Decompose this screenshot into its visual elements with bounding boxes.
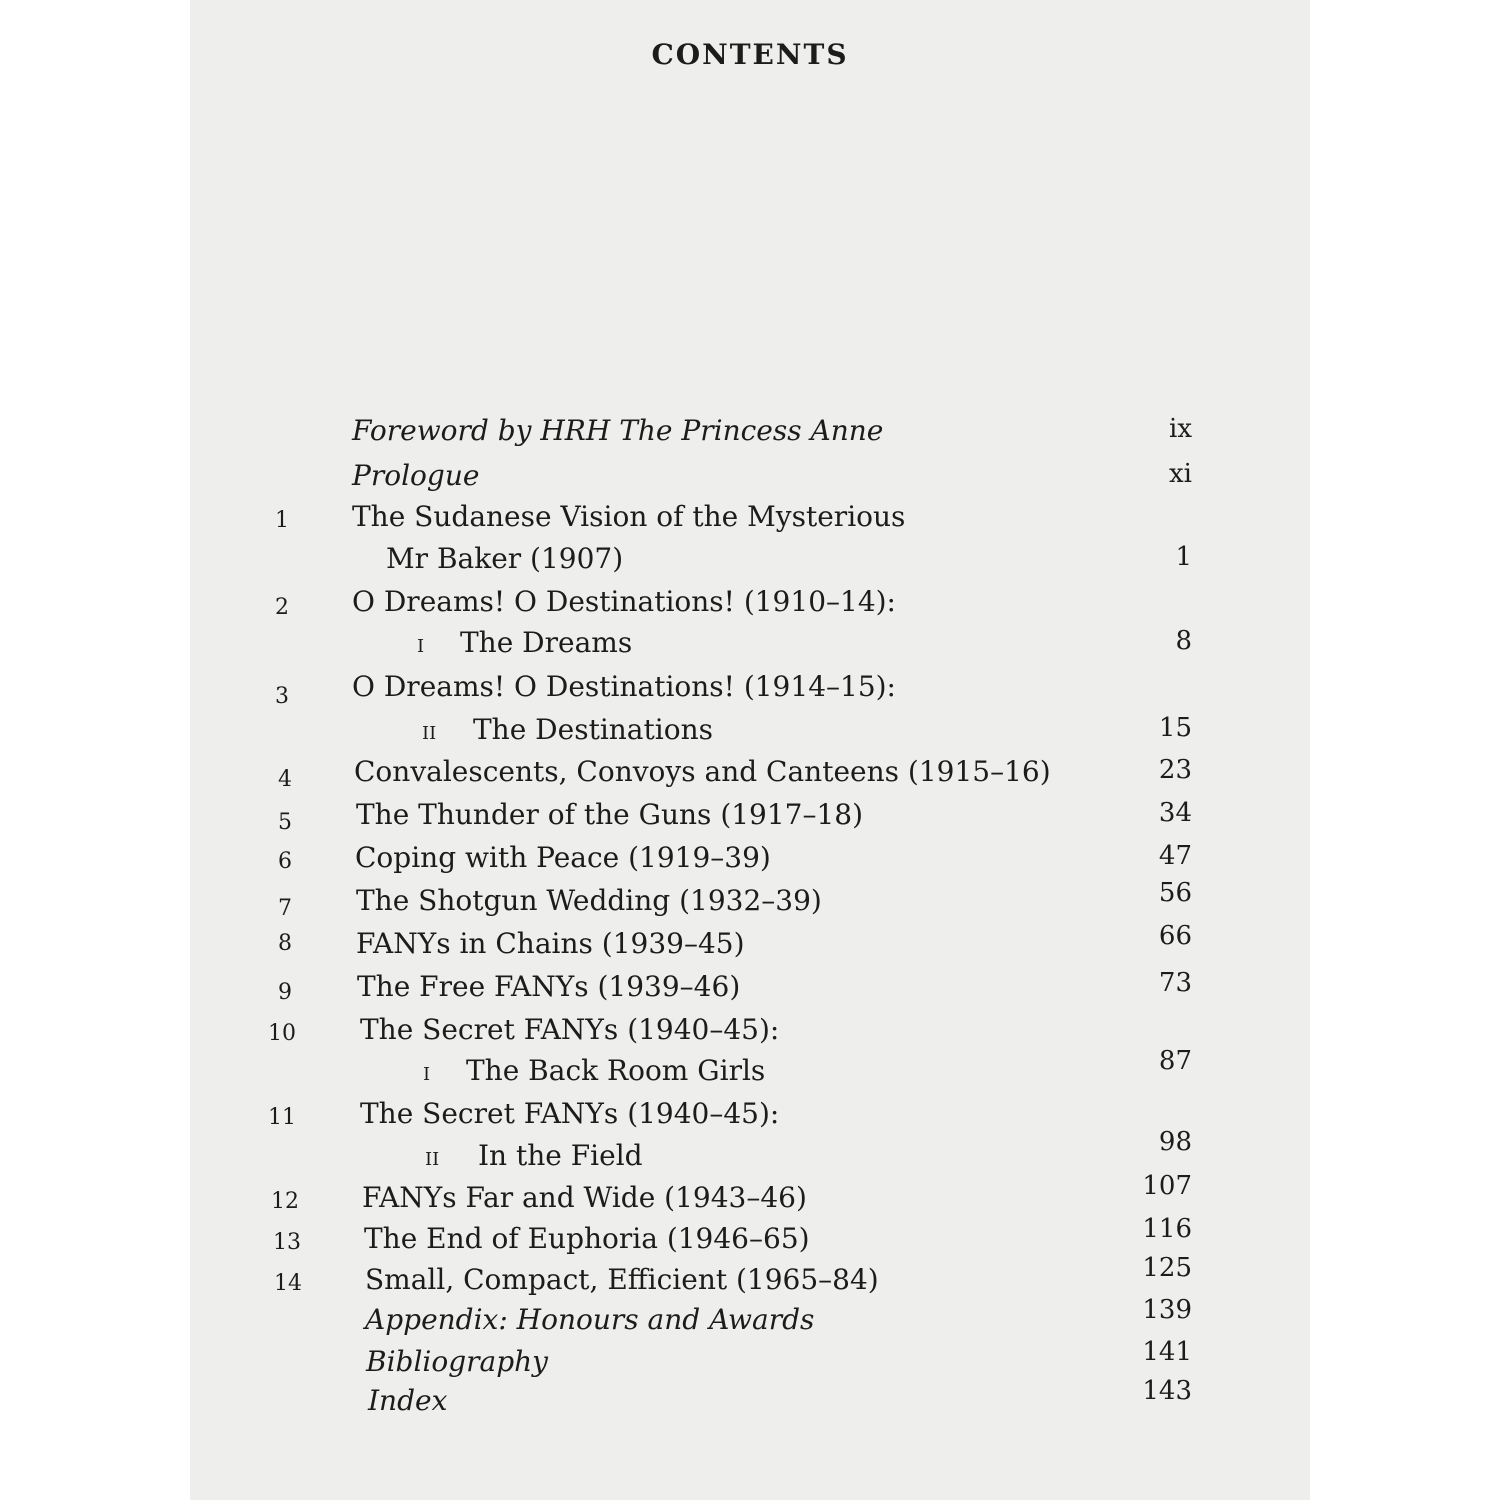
toc-title: Foreword by HRH The Princess Anne xyxy=(352,414,884,447)
toc-part-number: II xyxy=(425,1149,440,1170)
toc-row-8 xyxy=(190,921,1310,967)
toc-title: The Thunder of the Guns (1917–18) xyxy=(356,798,864,831)
toc-page: 141 xyxy=(1142,1337,1192,1367)
toc-page: 34 xyxy=(1158,798,1192,828)
book-page xyxy=(190,0,1310,1500)
toc-page: 139 xyxy=(1142,1295,1192,1325)
toc-page: 116 xyxy=(1142,1214,1192,1244)
toc-title: Convalescents, Convoys and Canteens (1915–16) xyxy=(354,755,1051,788)
toc-page: 66 xyxy=(1158,921,1192,951)
toc-row-6 xyxy=(190,841,1310,881)
toc-title: Prologue xyxy=(352,459,480,492)
toc-page: 98 xyxy=(1158,1127,1192,1157)
toc-page: 23 xyxy=(1158,755,1192,785)
toc-chapter-number: 9 xyxy=(278,980,292,1005)
toc-row-index xyxy=(190,1376,1310,1424)
toc-chapter-number: 5 xyxy=(278,810,292,835)
toc-subtitle: The Back Room Girls xyxy=(466,1054,766,1087)
toc-chapter-number: 10 xyxy=(268,1021,296,1046)
page-title: CONTENTS xyxy=(651,38,849,71)
toc-title: The Shotgun Wedding (1932–39) xyxy=(356,884,822,917)
toc-chapter-number: 8 xyxy=(278,931,292,956)
toc-chapter-number: 2 xyxy=(275,595,289,620)
toc-row-4 xyxy=(190,755,1310,795)
toc-row-10 xyxy=(190,1013,1310,1053)
toc-row-3 xyxy=(190,670,1310,710)
toc-row-2 xyxy=(190,585,1310,625)
toc-title: Index xyxy=(368,1384,448,1417)
toc-title: The Secret FANYs (1940–45): xyxy=(360,1013,780,1046)
toc-part-number: I xyxy=(417,636,425,657)
toc-page: ix xyxy=(1169,414,1192,444)
toc-title: O Dreams! O Destinations! (1910–14): xyxy=(352,585,896,618)
toc-row-5 xyxy=(190,798,1310,838)
toc-page: 143 xyxy=(1142,1376,1192,1406)
toc-chapter-number: 11 xyxy=(268,1105,296,1130)
toc-title: Coping with Peace (1919–39) xyxy=(355,841,771,874)
toc-title: FANYs Far and Wide (1943–46) xyxy=(362,1181,807,1214)
toc-subtitle: The Destinations xyxy=(473,713,713,746)
toc-title: O Dreams! O Destinations! (1914–15): xyxy=(352,670,896,703)
toc-title: The Sudanese Vision of the Mysterious xyxy=(352,500,906,533)
toc-chapter-number: 6 xyxy=(278,849,292,874)
toc-row-2-sub xyxy=(190,626,1310,666)
toc-page: 107 xyxy=(1142,1171,1192,1201)
toc-row-7 xyxy=(190,878,1310,924)
toc-chapter-number: 14 xyxy=(274,1271,302,1296)
toc-row-11 xyxy=(190,1097,1310,1137)
toc-chapter-number: 7 xyxy=(278,896,292,921)
toc-title: The Free FANYs (1939–46) xyxy=(357,970,741,1003)
toc-chapter-number: 3 xyxy=(275,684,289,709)
toc-page: 47 xyxy=(1158,841,1192,871)
toc-chapter-number: 4 xyxy=(278,767,292,792)
toc-part-number: I xyxy=(423,1064,431,1085)
toc-title: The End of Euphoria (1946–65) xyxy=(364,1222,810,1255)
toc-title: Bibliography xyxy=(366,1345,548,1378)
toc-row-10-sub xyxy=(190,1046,1310,1094)
toc-row-1 xyxy=(190,500,1310,540)
toc-part-number: II xyxy=(422,723,437,744)
toc-row-9 xyxy=(190,970,1310,1010)
toc-title: FANYs in Chains (1939–45) xyxy=(356,927,745,960)
toc-row-3-sub xyxy=(190,713,1310,753)
toc-page: 1 xyxy=(1175,542,1192,572)
toc-chapter-number: 13 xyxy=(273,1230,301,1255)
toc-title: Appendix: Honours and Awards xyxy=(365,1303,815,1336)
left-margin xyxy=(0,0,190,1500)
toc-title: The Secret FANYs (1940–45): xyxy=(360,1097,780,1130)
toc-chapter-number: 1 xyxy=(275,508,289,533)
toc-page: xi xyxy=(1169,459,1192,489)
toc-page: 87 xyxy=(1158,1046,1192,1076)
toc-page: 56 xyxy=(1158,878,1192,908)
toc-page: 8 xyxy=(1175,626,1192,656)
toc-title: Small, Compact, Efficient (1965–84) xyxy=(365,1263,879,1296)
toc-page: 73 xyxy=(1158,968,1192,998)
toc-row-1-cont xyxy=(190,542,1310,582)
toc-subtitle: In the Field xyxy=(478,1139,643,1172)
toc-row-foreword xyxy=(190,414,1310,454)
toc-page: 125 xyxy=(1142,1253,1192,1283)
toc-page: 15 xyxy=(1158,713,1192,743)
right-margin xyxy=(1310,0,1500,1500)
toc-chapter-number: 12 xyxy=(271,1189,299,1214)
toc-subtitle: The Dreams xyxy=(460,626,633,659)
table-of-contents xyxy=(190,0,1310,1500)
toc-title-continued: Mr Baker (1907) xyxy=(386,542,624,575)
toc-row-prologue xyxy=(190,459,1310,499)
